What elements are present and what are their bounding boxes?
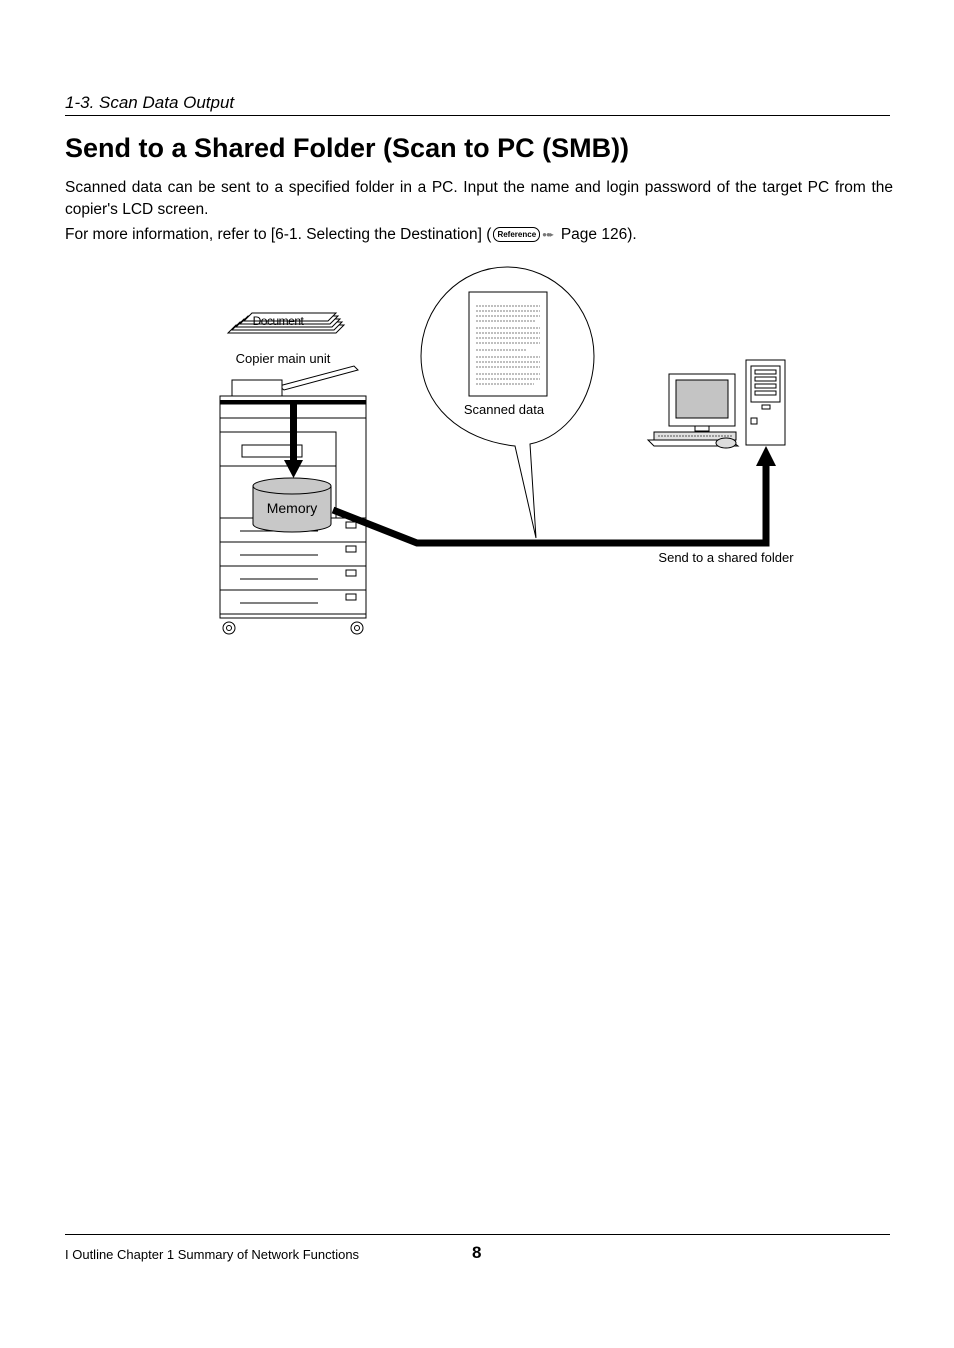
footer-divider bbox=[65, 1234, 890, 1235]
section-title: 1-3. Scan Data Output bbox=[65, 93, 235, 112]
memory-label: Memory bbox=[266, 500, 318, 516]
mouse-icon bbox=[716, 438, 736, 448]
monitor-icon bbox=[669, 374, 735, 431]
reference-text: For more information, refer to [6-1. Selecting the Destination] ( bbox=[65, 226, 492, 244]
connection-line bbox=[333, 460, 766, 543]
arrow-icon: ●●▸ bbox=[542, 230, 553, 239]
arrow-up-icon bbox=[756, 446, 776, 466]
copier-label: Copier main unit bbox=[235, 351, 331, 366]
intro-paragraph: Scanned data can be sent to a specified folder in a PC. Input the name and login password of the target PC from the copier's LCD screen. bbox=[65, 179, 893, 218]
page-title: Send to a Shared Folder (Scan to PC (SMB)) bbox=[65, 133, 630, 163]
pc-tower-icon bbox=[746, 360, 785, 445]
send-label: Send to a shared folder bbox=[658, 550, 794, 565]
page-number: 8 bbox=[472, 1243, 482, 1262]
document-label: Document bbox=[252, 314, 304, 328]
scanned-data-label: Scanned data bbox=[463, 402, 545, 417]
footer-text: I Outline Chapter 1 Summary of Network Functions bbox=[65, 1247, 360, 1262]
scanned-page-icon bbox=[469, 292, 547, 396]
reference-page-link[interactable]: Page 126). bbox=[560, 226, 637, 244]
reference-badge[interactable]: Reference bbox=[493, 227, 540, 242]
